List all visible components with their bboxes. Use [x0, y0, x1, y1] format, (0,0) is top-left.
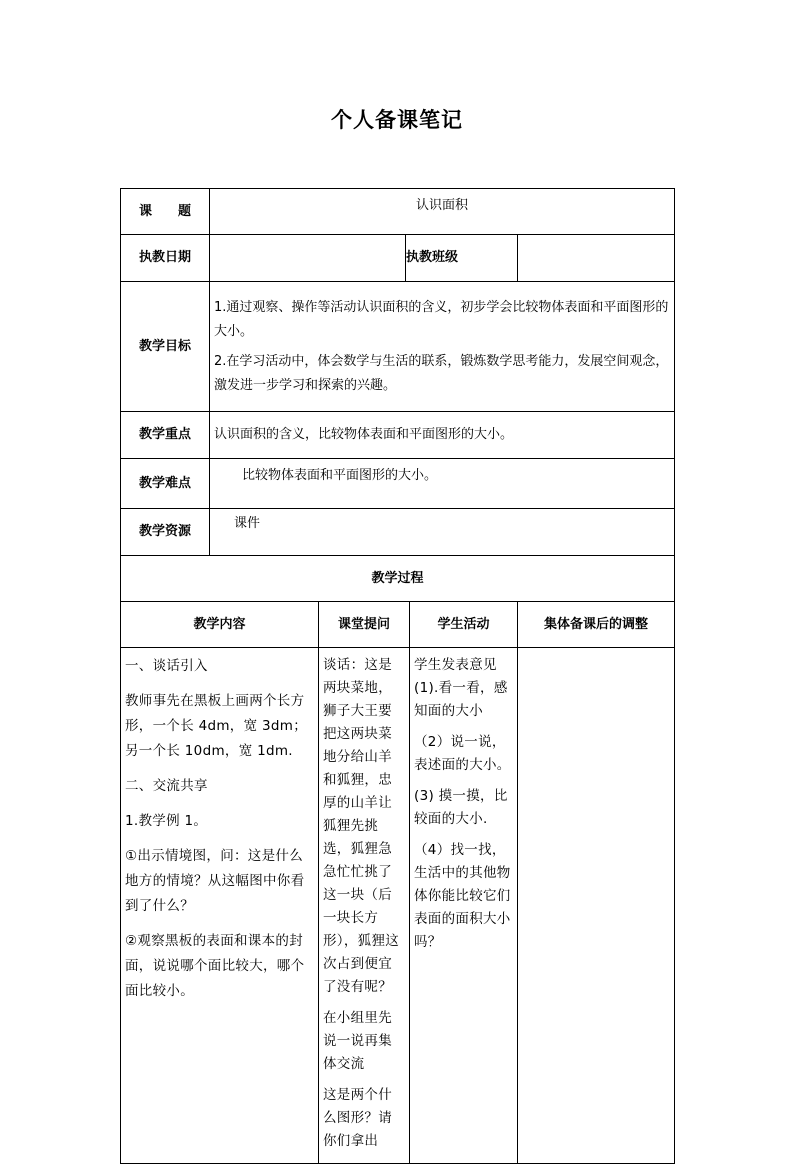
difficulty-label: 教学难点 — [121, 459, 210, 509]
goals-value — [210, 282, 675, 412]
goals-row — [121, 282, 675, 412]
date-label: 执教日期 — [121, 235, 210, 282]
col-header-activity: 学生活动 — [410, 602, 518, 648]
content-line: ①出示情境图，问：这是什么地方的情境？从这幅图中你看到了什么？ — [125, 848, 305, 914]
question-line: 谈话：这是两块菜地，狮子大王要把这两块菜地分给山羊和狐狸，忠厚的山羊让狐狸先挑选，狐狸急急忙忙挑了这一块（后一块长方形），狐狸这次占到便宜了没有呢？ — [323, 657, 400, 995]
col-header-question: 课堂提问 — [319, 602, 410, 648]
class-label: 执教班级 — [406, 235, 518, 282]
page-title: 个人备课笔记 — [331, 108, 463, 132]
key-label: 教学重点 — [121, 412, 210, 459]
goal-1: 1.通过观察、操作等活动认识面积的含义，初步学会比较物体表面和平面图形的大小。 — [214, 299, 669, 339]
content-line: 一、谈话引入 — [125, 658, 208, 674]
content-cell — [121, 648, 319, 1164]
difficulty-value: 比较物体表面和平面图形的大小。 — [210, 459, 675, 509]
content-line: 二、交流共享 — [125, 778, 208, 794]
resource-row — [121, 509, 675, 556]
goals-label: 教学目标 — [121, 282, 210, 412]
activity-cell — [410, 648, 518, 1164]
difficulty-row — [121, 459, 675, 509]
col-header-content: 教学内容 — [121, 602, 319, 648]
topic-value: 认识面积 — [210, 189, 675, 235]
date-class-row — [121, 235, 675, 282]
question-line: 这是两个什么图形？请你们拿出 — [323, 1087, 392, 1149]
col-header-adjust: 集体备课后的调整 — [518, 602, 675, 648]
question-line: 在小组里先说一说再集体交流 — [323, 1010, 392, 1072]
topic-row — [121, 189, 675, 235]
adjust-cell — [518, 648, 675, 1164]
activity-line: 学生发表意见(1).看一看，感知面的大小 — [414, 657, 508, 719]
goal-2: 2.在学习活动中，体会数学与生活的联系，锻炼数学思考能力，发展空间观念，激发进一步学习和探索的兴趣。 — [214, 353, 669, 393]
activity-line: （2）说一说，表述面的大小。 — [414, 734, 511, 773]
activity-line: (3) 摸一摸，比较面的大小. — [414, 788, 508, 827]
question-cell — [319, 648, 410, 1164]
content-line: 教师事先在黑板上画两个长方形，一个长 4dm，宽 3dm；另一个长 10dm，宽 1dm. — [125, 693, 308, 759]
key-row — [121, 412, 675, 459]
class-value — [518, 235, 675, 282]
date-value — [210, 235, 406, 282]
resource-value: 课件 — [210, 509, 675, 556]
process-header: 教学过程 — [121, 556, 675, 602]
resource-label: 教学资源 — [121, 509, 210, 556]
content-line: ②观察黑板的表面和课本的封面，说说哪个面比较大，哪个面比较小。 — [125, 933, 305, 999]
lesson-plan-table — [120, 188, 675, 1164]
key-value: 认识面积的含义，比较物体表面和平面图形的大小。 — [210, 412, 675, 459]
process-body-row — [121, 648, 675, 1164]
content-line: 1.教学例 1。 — [125, 813, 208, 829]
topic-label: 课 题 — [121, 189, 210, 235]
activity-line: （4）找一找，生活中的其他物体你能比较它们表面的面积大小吗？ — [414, 842, 511, 950]
column-header-row — [121, 602, 675, 648]
process-header-row — [121, 556, 675, 602]
